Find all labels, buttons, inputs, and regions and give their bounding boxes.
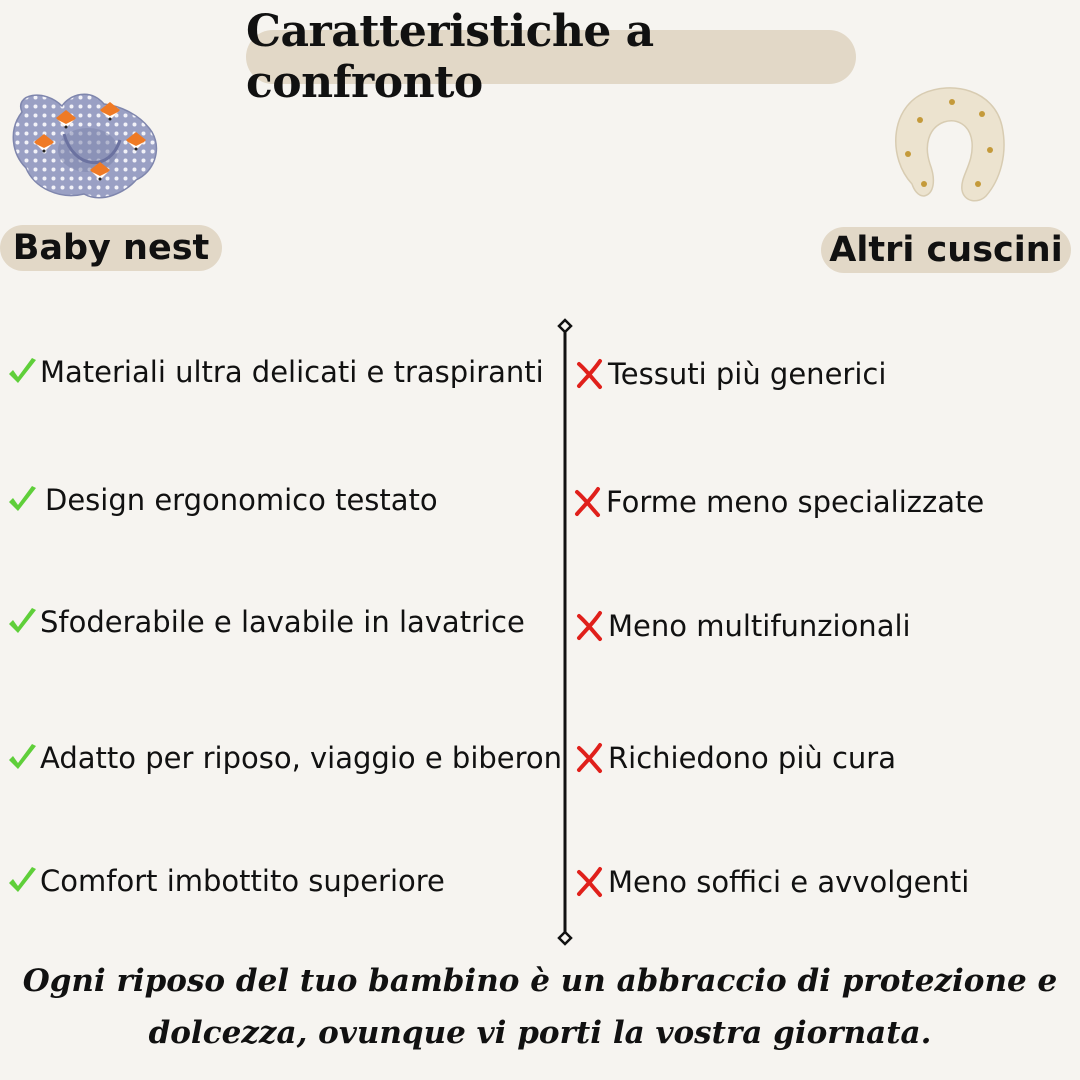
baby-nest-image bbox=[4, 84, 160, 208]
neck-pillow-image bbox=[882, 80, 1008, 206]
pro-text: Comfort imbottito superiore bbox=[40, 864, 445, 898]
page-title: Caratteristiche a confronto bbox=[246, 6, 654, 108]
green-check-icon bbox=[6, 865, 38, 897]
green-check-icon bbox=[6, 606, 38, 638]
red-cross-icon bbox=[572, 486, 604, 518]
con-text: Tessuti più generici bbox=[608, 357, 887, 391]
caption-line-1: Ogni riposo del tuo bambino è un abbraccio di protezione e bbox=[22, 963, 1058, 999]
con-text: Forme meno specializzate bbox=[606, 485, 985, 519]
pro-item bbox=[6, 605, 525, 639]
closing-caption bbox=[0, 955, 1080, 1059]
pro-item bbox=[6, 741, 562, 775]
con-text: Meno soffici e avvolgenti bbox=[608, 865, 970, 899]
title-pill bbox=[246, 6, 856, 108]
baby-nest-label: Baby nest bbox=[0, 225, 222, 271]
con-item bbox=[574, 609, 911, 643]
pro-item bbox=[6, 355, 544, 389]
green-check-icon bbox=[6, 356, 38, 388]
red-cross-icon bbox=[574, 358, 606, 390]
red-cross-icon bbox=[574, 610, 606, 642]
pro-text: Design ergonomico testato bbox=[45, 483, 438, 517]
green-check-icon bbox=[6, 484, 38, 516]
con-item bbox=[574, 357, 886, 391]
pro-item bbox=[6, 864, 445, 898]
con-text: Richiedono più cura bbox=[608, 741, 897, 775]
caption-line-2: dolcezza, ovunque vi porti la vostra giornata. bbox=[148, 1015, 932, 1051]
con-text: Meno multifunzionali bbox=[608, 609, 911, 643]
con-item bbox=[574, 741, 896, 775]
green-check-icon bbox=[6, 742, 38, 774]
pro-text: Materiali ultra delicati e traspiranti bbox=[40, 355, 544, 389]
con-item bbox=[574, 865, 969, 899]
red-cross-icon bbox=[574, 866, 606, 898]
red-cross-icon bbox=[574, 742, 606, 774]
column-divider bbox=[556, 318, 574, 946]
con-item bbox=[572, 485, 984, 519]
pro-item bbox=[6, 483, 438, 517]
other-pillows-label: Altri cuscini bbox=[821, 227, 1071, 273]
pro-text: Sfoderabile e lavabile in lavatrice bbox=[40, 605, 525, 639]
pro-text: Adatto per riposo, viaggio e biberon bbox=[40, 741, 563, 775]
